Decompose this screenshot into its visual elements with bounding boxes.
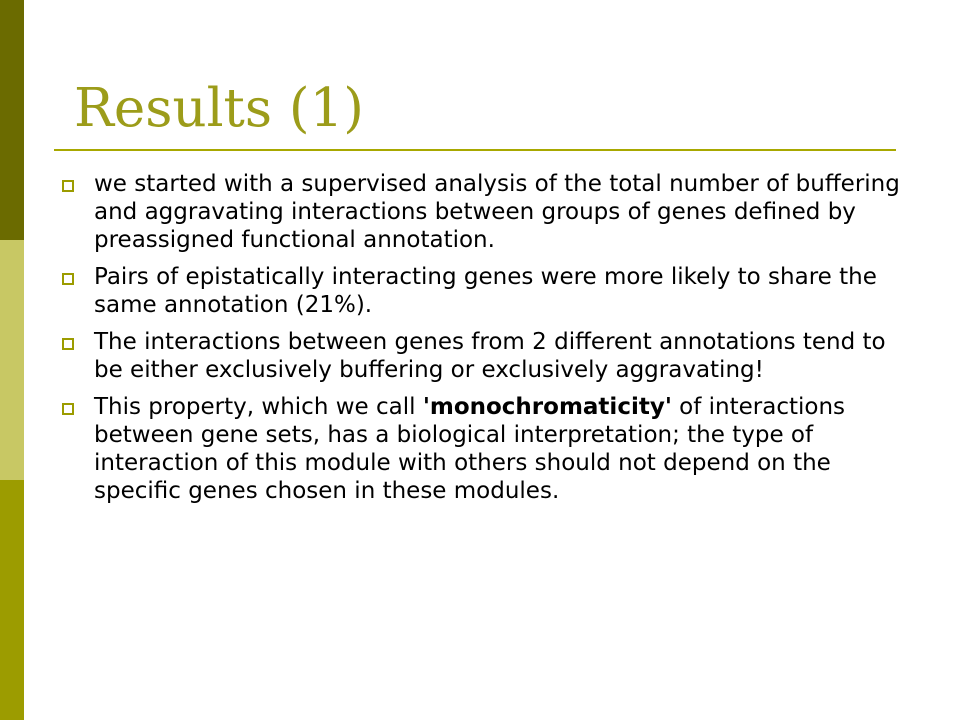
bullet-list: [60, 170, 900, 514]
hollow-square-bullet-icon: [62, 273, 74, 285]
side-bar-segment-top: [0, 0, 24, 240]
bullet-item: [60, 263, 900, 319]
bullet-text-tail: of interactions between gene sets, has a biological interpretation; the type of interaction of this module with others should not depend on the specific genes chosen in these modules.: [94, 394, 846, 504]
bullet-text: The interactions between genes from 2 different annotations tend to be either exclusively buffering or exclusively aggravating!: [94, 329, 886, 383]
bullet-text-lead: This property, which we call: [94, 394, 423, 420]
bullet-text: [94, 394, 845, 504]
title-underline: [54, 149, 896, 151]
bullet-item: [60, 393, 900, 505]
side-accent-bar: [0, 0, 24, 720]
bullet-text: Pairs of epistatically interacting genes were more likely to share the same annotation (21%).: [94, 264, 877, 318]
hollow-square-bullet-icon: [62, 338, 74, 350]
bullet-item: [60, 170, 900, 254]
bullet-text-emphasis: 'monochromaticity': [422, 394, 672, 420]
hollow-square-bullet-icon: [62, 180, 74, 192]
hollow-square-bullet-icon: [62, 403, 74, 415]
slide-title: Results (1): [74, 78, 364, 139]
side-bar-segment-middle: [0, 240, 24, 480]
bullet-text: we started with a supervised analysis of the total number of buffering and aggravating interactions between groups of genes defined by preassigned functional annotation.: [94, 171, 900, 253]
side-bar-segment-bottom: [0, 480, 24, 720]
bullet-item: [60, 328, 900, 384]
